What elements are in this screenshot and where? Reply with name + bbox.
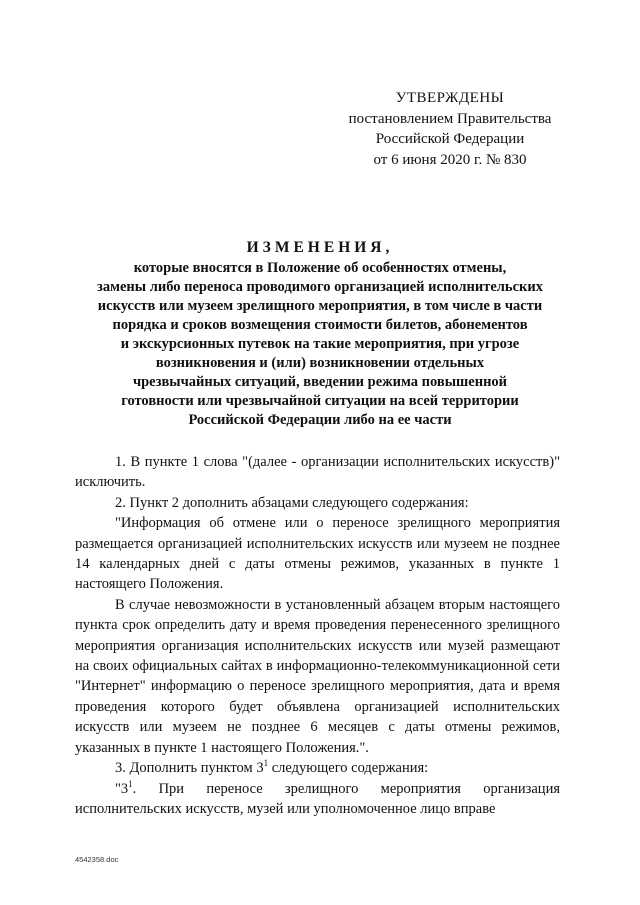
document-title xyxy=(70,238,570,430)
approved-heading: УТВЕРЖДЕНЫ xyxy=(395,90,505,106)
paragraph-4: В случае невозможности в установленный абзацем вторым настоящего пункта срок определить дату и время проведения перенесенного зрелищного мероприятия организация исполнительских искусств или музей размещают на своих официальных сайтах в информационно-телекоммуникационной сети "Интернет" информацию о переносе зрелищного мероприятия, дата и время проведения которого будет объявлена организацией исполнительских искусств или музеем не позднее 6 месяцев с даты отмены режимов, указанных в пункте 1 настоящего Положения.". xyxy=(75,596,560,756)
paragraph-6-end: . При переносе зрелищного мероприятия организация исполнительских искусств, музей или уполномоченное лицо вправе xyxy=(75,780,560,817)
title-line: замены либо переноса проводимого организацией исполнительских xyxy=(97,279,543,295)
paragraph-5-start: 3. Дополнить пунктом 3 xyxy=(115,760,264,777)
superscript: 1 xyxy=(128,778,133,789)
title-line: порядка и сроков возмещения стоимости билетов, абонементов xyxy=(112,317,528,333)
title-line: чрезвычайных ситуаций, введении режима повышенной xyxy=(132,374,508,390)
title-line: которые вносятся в Положение об особенностях отмены, xyxy=(133,260,507,276)
title-word: ИЗМЕНЕНИЯ, xyxy=(246,239,394,256)
approval-line-1: постановлением Правительства xyxy=(348,110,552,127)
title-line: Российской Федерации либо на ее части xyxy=(188,412,452,428)
approval-block xyxy=(340,88,560,170)
paragraph-6-start: "3 xyxy=(115,780,129,797)
approval-line-2: Российской Федерации xyxy=(375,131,525,147)
title-line: искусств или музеем зрелищного мероприятия, в том числе в части xyxy=(97,298,543,314)
title-line: возникновения и (или) возникновении отдельных xyxy=(155,355,485,371)
title-line: и экскурсионных путевок на такие мероприятия, при угрозе xyxy=(120,336,520,352)
paragraph-6 xyxy=(75,779,560,820)
paragraph-5 xyxy=(75,758,560,778)
document-body xyxy=(75,452,560,819)
paragraph-3: "Информация об отмене или о переносе зрелищного мероприятия размещается организацией исполнительских искусств или музеем не позднее 14 календарных дней с даты отмены режимов, указанных в пункте 1 настоящего Положения. xyxy=(75,515,560,593)
approval-line-3: от 6 июня 2020 г. № 830 xyxy=(373,151,527,168)
title-line: готовности или чрезвычайной ситуации на всей территории xyxy=(121,393,519,409)
paragraph-2: 2. Пункт 2 дополнить абзацами следующего содержания: xyxy=(115,494,469,511)
superscript: 1 xyxy=(263,758,269,769)
paragraph-5-end: следующего содержания: xyxy=(268,760,429,777)
paragraph-1: 1. В пункте 1 слова "(далее - организации исполнительских искусств)" исключить. xyxy=(75,454,560,491)
file-name-footer: 4542358.doc xyxy=(75,855,119,864)
